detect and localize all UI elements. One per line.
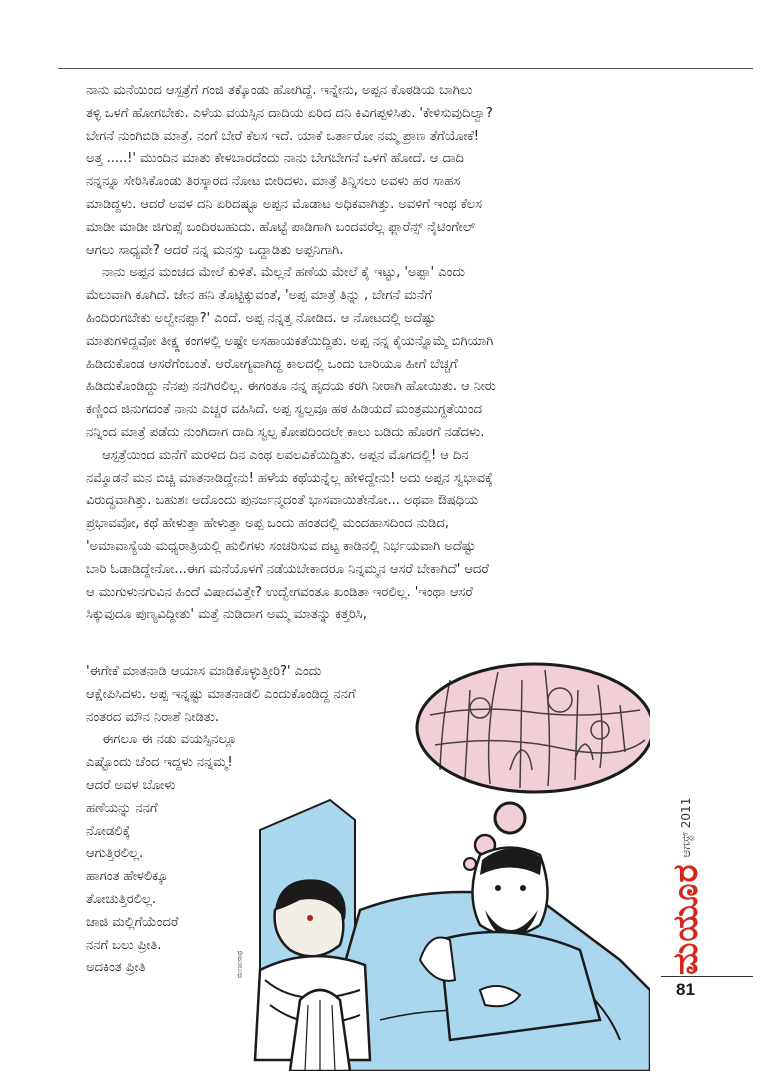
text-line: ಮಾತುಗಳಿದ್ದವೋ ತೀಕ್ಷ್ಣ ಕಂಗಳಲ್ಲಿ ಅಷ್ಟೇ ಅಸಹಾಯಕತೆಯಿದ್ದಿತು. ಅಪ್ಪ ನನ್ನ ಕೈಯನ್ನೊಮ್ಮೆ ಬಿಗಿಯಾಗಿ [86,333,494,349]
top-rule [58,68,753,69]
text-line: ಮಾಡಿದ್ದಳು. ಆದರೆ ಅವಳ ದನಿ ಏರಿದಷ್ಟೂ ಅಪ್ಪನ ಮೊಡಾಟ ಅಧಿಕವಾಗಿತ್ತು. ಅವಳಿಗೆ ಇಂಥ ಕೆಲಸ [86,196,483,212]
text-line: ಆ ಮುಗುಳುನಗುವಿನ ಹಿಂದೆ ವಿಷಾದವಿತ್ತೇ? ಉದ್ವೇಗವಂತೂ ಖಂಡಿತಾ ಇರಲಿಲ್ಲ. 'ಇಂಥಾ ಆಸರೆ [86,584,473,600]
text-line: ತಳ್ಳಿ ಒಳಗೆ ಹೋಗಬೇಕು. ಎಳೆಯ ವಯಸ್ಸಿನ ದಾದಿಯ ಏರಿದ ದನಿ ಕಿವಿಗಪ್ಪಳಿಸಿತು. 'ಕೇಳಿಸುವುದಿಲ್ವಾ? [86,105,493,121]
text-line: ಜಾಜಿ ಮಲ್ಲಿಗೆಯೆಂದರೆ [86,914,179,930]
text-line: ಆಗಲು ಸಾಧ್ಯವೇ? ಆದರೆ ನನ್ನ ಮನಸ್ಸು ಒದ್ದಾಡಿತು ಅಪ್ಪನಿಗಾಗಿ. [86,242,344,258]
text-line: ಪ್ರಭಾವವೋ, ಕಥೆ ಹೇಳುತ್ತಾ ಹೇಳುತ್ತಾ ಅಪ್ಪ ಒಂದು ಹಂತದಲ್ಲಿ ಮಂದಹಾಸದಿಂದ ನುಡಿದ, [86,516,449,532]
text-line: ಆಸ್ಪತ್ರೆಯಿಂದ ಮನೆಗೆ ಮರಳಿದ ದಿನ ಎಂಥ ಲವಲವಿಕೆಯಿದ್ದಿತು. ಅಪ್ಪನ ಮೊಗದಲ್ಲಿ! ಆ ದಿನ [102,447,469,463]
text-line: ಅದಕಿಂತ ಪ್ರೀತಿ [86,960,146,976]
text-line: ಆಗುತ್ತಿರಲಿಲ್ಲ. [86,846,144,862]
text-line: ತೋಚುತ್ತಿರಲಿಲ್ಲ. [86,891,157,907]
magazine-title: ಮಯೂರ [666,863,706,975]
article-body [86,80,641,627]
magazine-masthead [661,775,711,975]
text-line: 'ಈಗೇಕೆ ಮಾತನಾಡಿ ಆಯಾಸ ಮಾಡಿಕೊಳ್ಳುತ್ತೀರಿ?' ಎಂದು [86,664,322,679]
text-line: ಆದರೆ ಅವಳ ಬೋಳು [86,777,176,793]
text-line: ನಂತರದ ಮೌನ ನಿರಾಶೆ ನೀಡಿತು. [86,709,219,725]
text-line: ಹಿಂದಿರುಗಬೇಕು ಅಲ್ವೇನಪ್ಪಾ?' ಎಂದೆ. ಅಪ್ಪ ನನ್ನತ್ತ ನೋಡಿದ. ಆ ನೋಟದಲ್ಲಿ ಅದೆಷ್ಟು [86,310,436,326]
text-line: ಈಗಲೂ ಈ ನಡು ವಯಸ್ಸಿನಲ್ಲೂ [102,732,237,748]
text-line: ಕಣ್ಣಿಂದ ಜಿನುಗದಂತೆ ನಾನು ಎಚ್ಚರ ವಹಿಸಿದೆ. ಅಪ್ಪ ಸ್ವಲ್ಪವೂ ಹಠ ಹಿಡಿಯದೆ ಮಂತ್ರಮುಗ್ಧತೆಯಿಂದ [86,402,483,418]
text-line: ಸಿಕ್ಕುವುದೂ ಪುಣ್ಯವಿದ್ದೀತು' ಮತ್ತೆ ನುಡಿದಾಗ ಅಮ್ಮ ಮಾತನ್ನು ಕತ್ತರಿಸಿ, [86,607,367,623]
text-line: ನಮ್ಮೊಡನೆ ಮನ ಬಿಚ್ಚಿ ಮಾತನಾಡಿದ್ದೇನು! ಹಳೆಯ ಕಥೆಯನ್ನೆಲ್ಲ ಹೇಳಿದ್ದೇನು! ಅದು ಅಪ್ಪನ ಸ್ವಭಾವಕ್ಕೆ [86,470,493,486]
text-line: ನನಗೆ ಬಲು ಪ್ರೀತಿ. [86,937,162,953]
text-line: ಬಾರಿ ಓಡಾಡಿದ್ದೇನೋ...ಈಗ ಮನೆಯೊಳಗೆ ನಡೆಯಬೇಕಾದರೂ ನಿನ್ನಮ್ಮನ ಆಸರೆ ಬೇಕಾಗಿದೆ' ಆದರೆ [86,561,489,577]
text-line: ಎಷ್ಟೊಂದು ಚೆಂದ ಇದ್ದಳು ನನ್ನಮ್ಮ! [86,755,233,771]
illustration [180,660,650,1071]
text-line: ಮಾಡೀ ಮಾಡೀ ಜಿಗುಪ್ಸೆ ಬಂದಿರಬಹುದು. ಹೊಟ್ಟೆ ಪಾಡಿಗಾಗಿ ಬಂದವರೆಲ್ಲ ಫ್ಲಾರೆನ್ಸ್ ನೈಟಿಂಗೇಲ್ [86,219,476,235]
text-line: ವಿರುದ್ಧವಾಗಿತ್ತು. ಬಹುಶಃ ಅದೊಂದು ಪುನರ್ಜನ್ಮದಂತೆ ಭಾಸವಾಯಿತೇನೋ... ಅಥವಾ ಔಷಧಿಯ [86,493,479,509]
text-line: ಹಿಡಿದುಕೊಂಡಿದ್ದು ನೆನಪು ನನಗಿರಲಿಲ್ಲ. ಈಗಂತೂ ನನ್ನ ಹೃದಯ ಕರಗಿ ನೀರಾಗಿ ಹೋಯಿತು. ಆ ನೀರು [86,379,496,395]
text-line: ನನ್ನನ್ನೂ ಸೇರಿಸಿಕೊಂಡು ತಿರಸ್ಕಾರದ ನೋಟ ಬೀರಿದಳು. ಮಾತ್ರೆ ತಿನ್ನಿಸಲು ಅವಳು ಹರ ಸಾಹಸ [86,174,461,190]
text-line: ಅತ್ತ .....!' ಮುಂದಿನ ಮಾತು ಕೇಳಬಾರದೆಂದು ನಾನು ಬೇಗಬೇಗನೆ ಒಳಗೆ ಹೋದೆ. ಆ ದಾದಿ [86,151,464,167]
issue-date: ಆಗಸ್ಟ್ 2011 [678,797,693,858]
text-line: ಆಕ್ಷೇಪಿಸಿದಳು. ಅಪ್ಪ ಇನ್ನಷ್ಟು ಮಾತನಾಡಲಿ ಎಂದುಕೊಂಡಿದ್ದ ನನಗೆ [86,686,356,702]
footer-rule [661,976,753,977]
text-line: ಹಿಡಿದುಕೊಂಡ ಆಸರೆಗೆಂಬಂತೆ. ಆರೋಗ್ಯವಾಗಿದ್ದ ಕಾಲದಲ್ಲಿ ಒಂದು ಬಾರಿಯೂ ಹೀಗೆ ಬೆಚ್ಚಗೆ [86,356,458,372]
page-number: 81 [676,980,695,999]
text-line: ನೋಡಲಿಕ್ಕೆ [86,823,131,839]
text-line: ಹಣೆಯನ್ನು ನನಗೆ [86,800,158,816]
daughter-figure [290,990,350,1071]
text-line: ನನ್ನಿಂದ ಮಾತ್ರೆ ಪಡೆದು ನುಂಗಿದಾಗ ದಾದಿ ಸ್ವಲ್ಪ ಕೋಪದಿಂದಲೇ ಕಾಲು ಬಡಿದು ಹೊರಗೆ ನಡೆದಳು. [86,424,485,440]
text-line: ನಾನು ಮನೆಯಿಂದ ಆಸ್ಪತ್ರೆಗೆ ಗಂಜಿ ತಕ್ಕೊಂಡು ಹೋಗಿದ್ದೆ. ಇನ್ನೇನು, ಅಪ್ಪನ ಕೊಠಡಿಯ ಬಾಗಿಲು [86,83,473,98]
text-line: ಮೆಲುವಾಗಿ ಕೂಗಿದೆ. ಜೇನ ಹನಿ ತೊಟ್ಟಿಕ್ಕುವಂತೆ, 'ಅಪ್ಪ ಮಾತ್ರೆ ತಿನ್ನು , ಬೇಗನೆ ಮನೆಗೆ [86,288,433,304]
artist-signature: ಮಂಜುನಾಥ [235,950,244,979]
text-line: ಹಾಗಂತ ಹೇಳಲಿಕ್ಕೂ [86,869,168,885]
text-line: ನಾನು ಅಪ್ಪನ ಮಂಚದ ಮೇಲೆ ಕುಳಿತೆ. ಮೆಲ್ಲನೆ ಹಣೆಯ ಮೇಲೆ ಕೈ ಇಟ್ಟು, 'ಅಪ್ಪಾ' ಎಂದು [102,265,465,281]
thought-bubble [417,664,650,870]
text-line: 'ಅಮಾವಾಸ್ಯೆಯ ಮಧ್ಯರಾತ್ರಿಯಲ್ಲಿ ಹುಲಿಗಳು ಸಂಚರಿಸುವ ದಟ್ಟ ಕಾಡಿನಲ್ಲಿ ನಿರ್ಭಯವಾಗಿ ಅದೆಷ್ಟು [86,538,476,554]
text-line: ಬೇಗನೆ ನುಂಗಿಬಿಡಿ ಮಾತ್ರೆ. ನಂಗೆ ಬೇರೆ ಕೆಲಸ ಇದೆ. ಯಾಕೆ ಒರ್ತಾರೋ ನಮ್ಮ ಪ್ರಾಣ ತೆಗೆಯೋಕೆ! [86,128,479,144]
